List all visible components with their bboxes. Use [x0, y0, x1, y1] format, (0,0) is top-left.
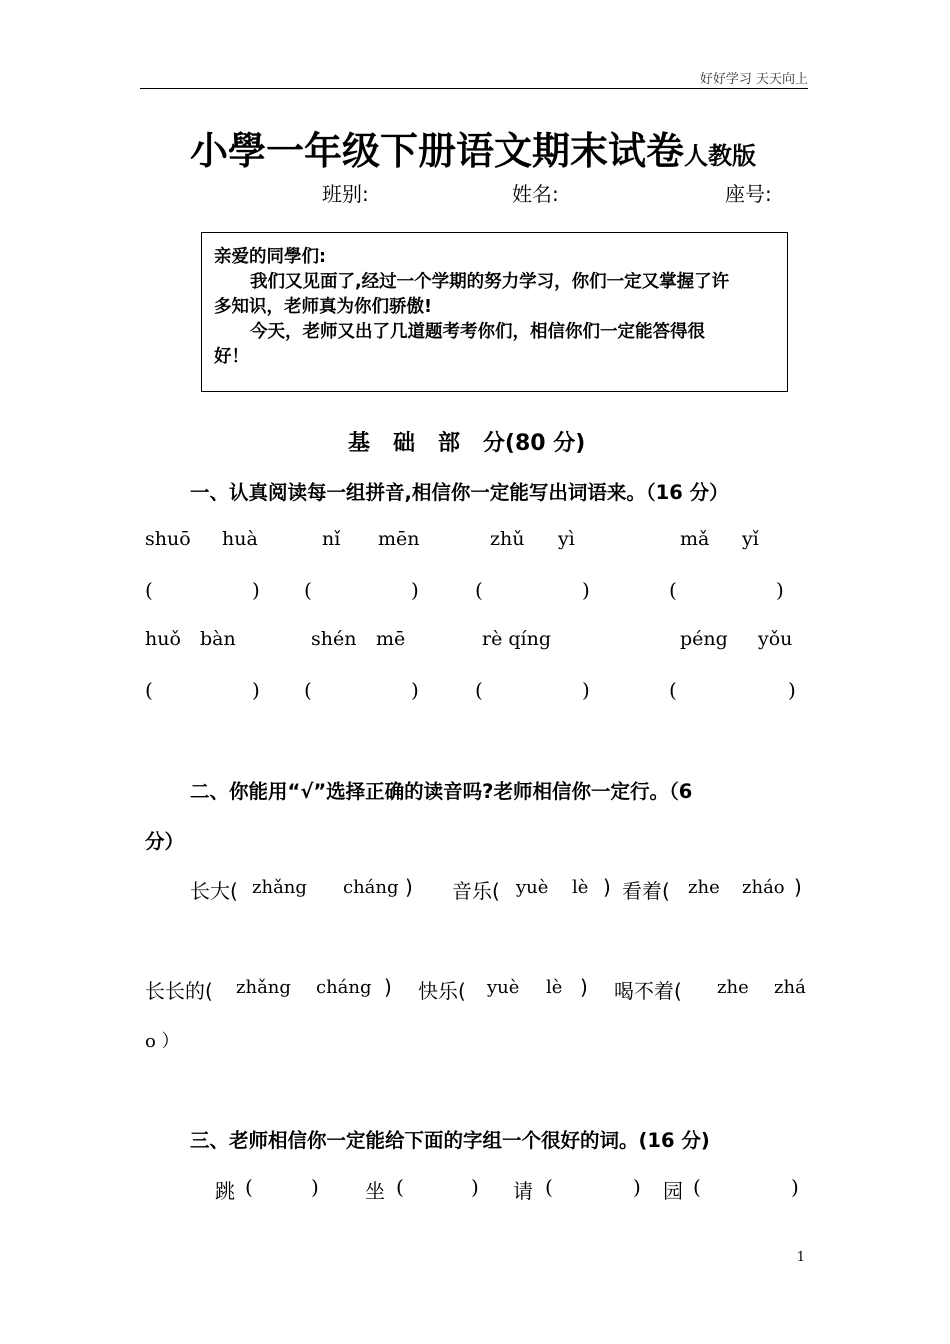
header-note: 好好学习 天天向上	[699, 72, 808, 87]
intro-line-4: 好！	[214, 347, 249, 367]
reading-option[interactable]: zhǎng	[236, 977, 291, 998]
answer-paren-close: )	[252, 578, 260, 602]
answer-paren-close: )	[252, 678, 260, 702]
pinyin: péng	[680, 628, 728, 650]
reading-option[interactable]: zháo	[742, 877, 785, 898]
reading-option[interactable]: zhe	[688, 877, 720, 898]
intro-box	[201, 232, 788, 392]
word-with-paren: 喝不着(	[614, 979, 682, 1003]
pinyin: shuō	[145, 528, 191, 550]
paren-close: )	[384, 975, 392, 999]
answer-paren-close: )	[582, 678, 590, 702]
answer-paren-close: )	[311, 1175, 319, 1199]
name-field-label: 姓名:	[512, 182, 559, 206]
character: 坐	[365, 1179, 385, 1203]
seat-field-label: 座号:	[725, 182, 772, 206]
pinyin: yǒu	[758, 628, 793, 650]
pinyin: shén	[311, 628, 357, 650]
reading-option[interactable]: zhá	[774, 977, 806, 998]
answer-paren-close: )	[411, 678, 419, 702]
answer-paren-open: (	[304, 578, 312, 602]
pinyin: mēn	[378, 528, 420, 550]
answer-paren-open: (	[669, 678, 677, 702]
paren-close: )	[603, 875, 611, 899]
word-with-paren: 快乐(	[418, 979, 466, 1003]
reading-option[interactable]: zhǎng	[252, 877, 307, 898]
word-with-paren: 长大(	[190, 879, 238, 903]
question-3-title: 三、老师相信你一定能给下面的字组一个很好的词。(16 分)	[190, 1129, 710, 1152]
paren-close: )	[580, 975, 588, 999]
answer-paren-open: (	[545, 1175, 553, 1199]
pinyin: nǐ	[322, 528, 341, 550]
answer-paren-open: (	[669, 578, 677, 602]
question-2-title-cont: 分）	[145, 830, 185, 853]
answer-paren-close: )	[633, 1175, 641, 1199]
intro-greeting: 亲爱的同學们:	[214, 247, 326, 267]
pinyin: mǎ	[680, 528, 710, 550]
answer-paren-open: (	[475, 678, 483, 702]
reading-option[interactable]: lè	[546, 977, 563, 998]
title-edition: 人教版	[684, 142, 757, 170]
paren-close: )	[405, 875, 413, 899]
answer-paren-close: )	[411, 578, 419, 602]
pinyin: yì	[558, 528, 575, 550]
section-heading: 基 础 部 分(80 分)	[348, 431, 586, 456]
answer-paren-open: (	[693, 1175, 701, 1199]
answer-paren-open: (	[304, 678, 312, 702]
class-field-label: 班别:	[322, 182, 369, 206]
answer-paren-close: )	[788, 678, 796, 702]
header-rule	[140, 88, 808, 89]
pinyin: huà	[222, 528, 258, 550]
question-2-title: 二、你能用“√”选择正确的读音吗?老师相信你一定行。（6	[190, 780, 693, 803]
character: 园	[663, 1179, 683, 1203]
answer-paren-close: )	[776, 578, 784, 602]
question-1-title: 一、认真阅读每一组拼音,相信你一定能写出词语来。（16 分）	[190, 481, 729, 504]
character: 请	[513, 1179, 533, 1203]
answer-paren-close: )	[582, 578, 590, 602]
pinyin: zhǔ	[490, 528, 525, 550]
intro-line-1: 我们又见面了,经过一个学期的努力学习，你们一定又掌握了许	[250, 272, 730, 292]
answer-paren-open: (	[145, 578, 153, 602]
reading-option[interactable]: cháng	[343, 877, 399, 898]
answer-paren-close: )	[791, 1175, 799, 1199]
title-main: 小學一年级下册语文期末试卷	[190, 129, 685, 173]
reading-option[interactable]: yuè	[516, 877, 549, 898]
paren-close: )	[794, 875, 802, 899]
word-with-paren: 长长的(	[145, 979, 213, 1003]
intro-line-2: 多知识，老师真为你们骄傲!	[214, 297, 432, 317]
reading-option[interactable]: zhe	[717, 977, 749, 998]
reading-option[interactable]: cháng	[316, 977, 372, 998]
word-with-paren: 看着(	[622, 879, 670, 903]
reading-option[interactable]: lè	[572, 877, 589, 898]
answer-paren-open: (	[245, 1175, 253, 1199]
pinyin: bàn	[200, 628, 236, 650]
answer-paren-open: (	[475, 578, 483, 602]
pinyin: rè qíng	[482, 628, 552, 650]
page-title	[190, 120, 756, 175]
intro-line-3: 今天，老师又出了几道题考考你们，相信你们一定能答得很	[250, 322, 705, 342]
page-number: 1	[796, 1250, 805, 1265]
answer-paren-close: )	[471, 1175, 479, 1199]
pinyin: mē	[376, 628, 406, 650]
word-with-paren: 音乐(	[452, 879, 500, 903]
answer-paren-open: (	[145, 678, 153, 702]
character: 跳	[215, 1179, 235, 1203]
reading-option-wrap: o ）	[145, 1031, 180, 1052]
pinyin: yǐ	[742, 528, 759, 550]
reading-option[interactable]: yuè	[487, 977, 520, 998]
answer-paren-open: (	[396, 1175, 404, 1199]
pinyin: huǒ	[145, 628, 181, 650]
